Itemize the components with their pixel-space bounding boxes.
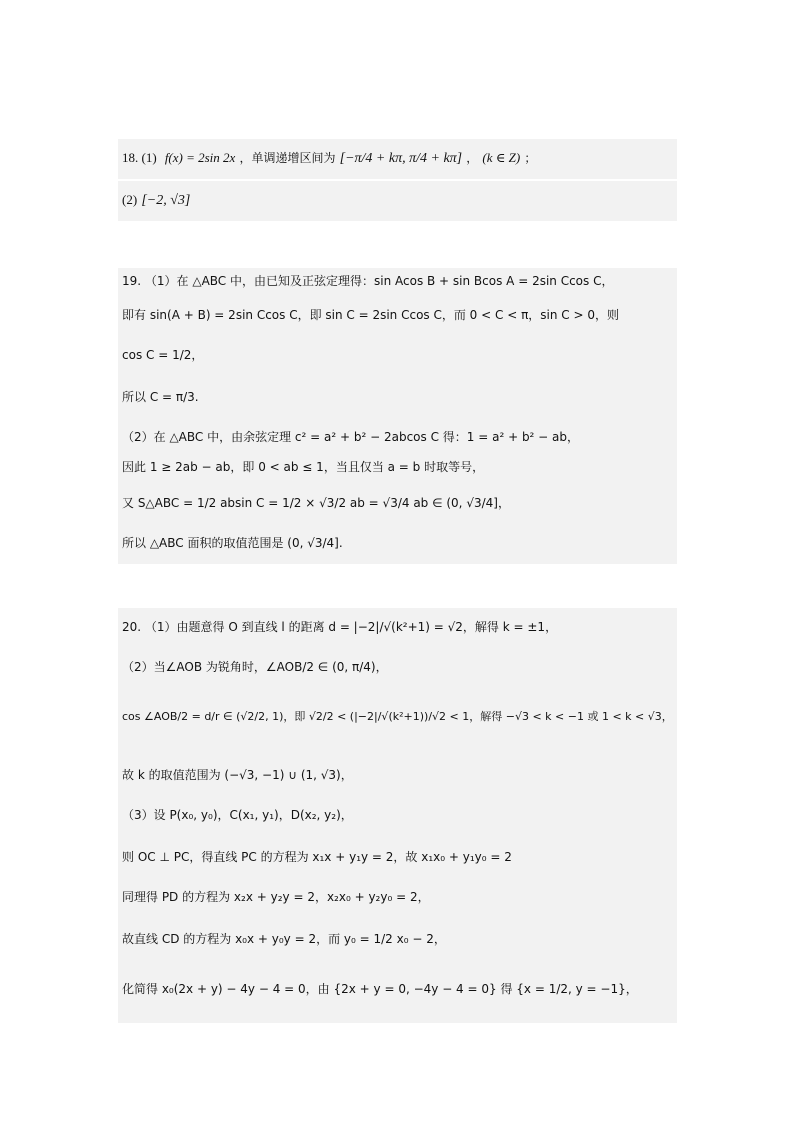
q20-line6: 则 OC ⊥ PC，得直线 PC 的方程为 x₁x + y₁y = 2，故 x₁x₀ + y₁y₀ = 2 [122,850,512,864]
q18-text-mid: ，单调递增区间为 [239,151,336,165]
q19-line8: 所以 △ABC 面积的取值范围是 (0, √3/4]. [122,536,343,550]
q20-line5: （3）设 P(x₀, y₀)，C(x₁, y₁)，D(x₂, y₂)， [122,808,353,822]
q20-line4: 故 k 的取值范围为 (−√3, −1) ∪ (1, √3)， [122,768,353,782]
q18-func: f(x) = 2sin 2x [164,150,236,165]
q18-line1: 18. (1) f(x) = 2sin 2x ，单调递增区间为 [−π/4 + kπ, π/4 + kπ] ， (k ∈ Z) ； [122,150,537,166]
q18-interval: [−π/4 + kπ, π/4 + kπ] [339,151,463,166]
q20-line7: 同理得 PD 的方程为 x₂x + y₂y = 2，x₂x₀ + y₂y₀ = 2， [122,890,430,904]
q19-line1: 19. （1）在 △ABC 中，由已知及正弦定理得：sin Acos B + sin Bcos A = 2sin Ccos C， [122,274,614,288]
q19-line4: 所以 C = π/3. [122,390,199,404]
q20-line9: 化简得 x₀(2x + y) − 4y − 4 = 0，由 {2x + y = 0, −4y − 4 = 0} 得 {x = 1/2, y = −1}， [122,982,638,996]
q19-block [118,268,677,564]
q18-end: ； [524,151,537,165]
q20-line1: 20. （1）由题意得 O 到直线 l 的距离 d = |−2|/√(k²+1) = √2，解得 k = ±1， [122,620,558,634]
q20-line3: cos ∠AOB/2 = d/r ∈ (√2/2, 1)，即 √2/2 < (|−2|/√(k²+1))/√2 < 1，解得 −√3 < k < −1 或 1 < k < √3， [122,710,673,723]
q18-block [118,139,677,221]
q18-cond: (k ∈ Z) [482,150,521,165]
q19-line6: 因此 1 ≥ 2ab − ab，即 0 < ab ≤ 1，当且仅当 a = b 时取等号， [122,460,485,474]
q20-line2: （2）当∠AOB 为锐角时，∠AOB/2 ∈ (0, π/4)， [122,660,388,674]
q18-line2 [122,191,673,210]
q19-line2: 即有 sin(A + B) = 2sin Ccos C，即 sin C = 2sin Ccos C，而 0 < C < π，sin C > 0，则 [122,308,619,322]
q19-line7: 又 S△ABC = 1/2 absin C = 1/2 × √3/2 ab = √3/4 ab ∈ (0, √3/4]， [122,496,510,510]
q18-part2-value: [−2, √3] [141,193,191,208]
q19-line3: cos C = 1/2， [122,348,204,362]
q18-part2-prefix: (2) [122,192,138,207]
q20-block [118,608,677,1023]
q18-prefix: 18. (1) [122,150,157,165]
q20-line8: 故直线 CD 的方程为 x₀x + y₀y = 2，而 y₀ = 1/2 x₀ − 2， [122,932,446,946]
q19-line5: （2）在 △ABC 中，由余弦定理 c² = a² + b² − 2abcos C 得：1 = a² + b² − ab， [122,430,580,444]
